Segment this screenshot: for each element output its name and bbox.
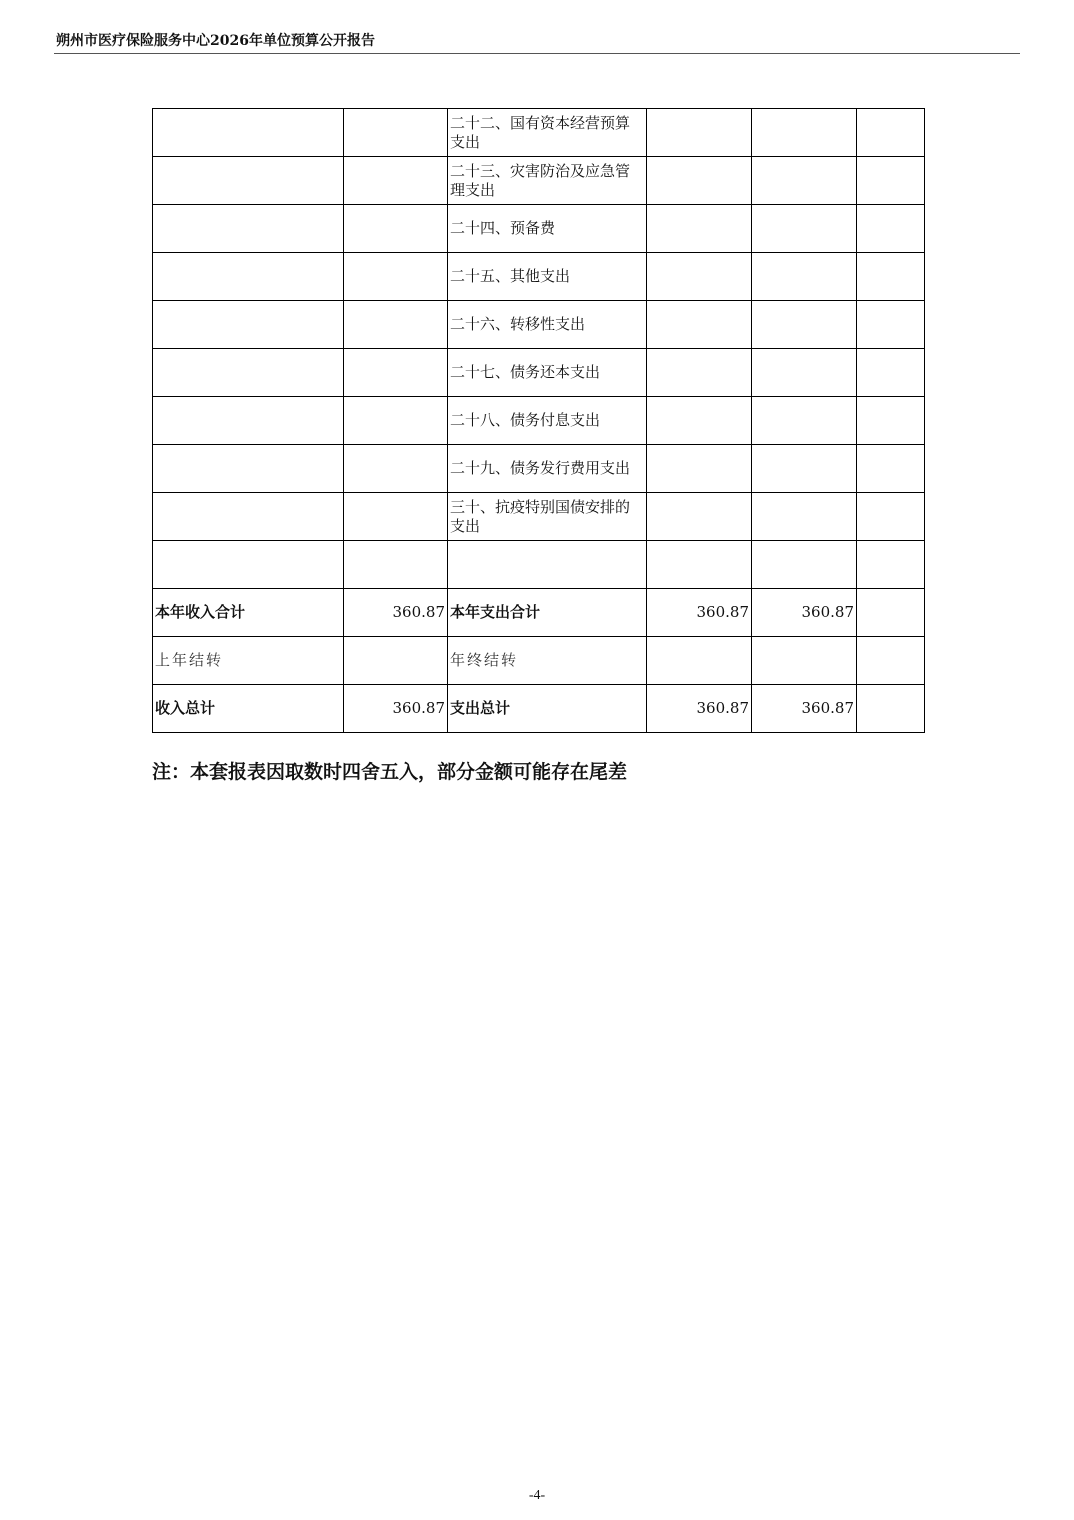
table-cell — [647, 397, 752, 445]
table-cell — [153, 493, 344, 541]
table-row — [153, 253, 925, 301]
page-number: -4- — [528, 1488, 546, 1503]
table-cell — [153, 301, 344, 349]
expense-item-cell — [448, 541, 647, 589]
income-total-label: 收入总计 — [153, 685, 344, 733]
expense-item-cell: 二十三、灾害防治及应急管理支出 — [448, 157, 647, 205]
expense-subtotal-col6-value — [857, 589, 925, 637]
table-row — [153, 493, 925, 541]
table-cell — [857, 349, 925, 397]
prior-year-carryover-label: 上年结转 — [153, 637, 344, 685]
table-cell — [647, 301, 752, 349]
table-cell — [857, 253, 925, 301]
table-cell — [344, 541, 448, 589]
table-cell — [647, 445, 752, 493]
table-cell — [344, 253, 448, 301]
expense-item-cell: 二十八、债务付息支出 — [448, 397, 647, 445]
table-cell — [857, 157, 925, 205]
page-header-title: 朔州市医疗保险服务中心2026年单位预算公开报告 — [56, 33, 375, 49]
table-cell — [647, 541, 752, 589]
table-row — [153, 349, 925, 397]
expense-item-cell: 二十九、债务发行费用支出 — [448, 445, 647, 493]
current-year-total-row — [153, 589, 925, 637]
table-row — [153, 445, 925, 493]
table-cell — [647, 157, 752, 205]
table-cell — [752, 445, 857, 493]
table-cell — [752, 205, 857, 253]
table-cell — [153, 445, 344, 493]
table-cell — [857, 205, 925, 253]
expense-item-cell: 三十、抗疫特别国债安排的支出 — [448, 493, 647, 541]
table-cell — [752, 397, 857, 445]
table-cell — [857, 637, 925, 685]
table-cell — [344, 637, 448, 685]
table-cell — [647, 637, 752, 685]
table-cell — [153, 205, 344, 253]
table-cell — [344, 397, 448, 445]
table-cell — [857, 397, 925, 445]
expense-subtotal-value: 360.87 — [647, 589, 752, 637]
table-cell — [153, 397, 344, 445]
grand-total-row — [153, 685, 925, 733]
expense-subtotal-col5-value: 360.87 — [752, 589, 857, 637]
table-cell — [647, 493, 752, 541]
table-cell — [153, 541, 344, 589]
table-cell — [752, 541, 857, 589]
expense-subtotal-label: 本年支出合计 — [448, 589, 647, 637]
expense-item-cell: 二十四、预备费 — [448, 205, 647, 253]
header-divider — [54, 53, 1020, 54]
income-subtotal-label: 本年收入合计 — [153, 589, 344, 637]
table-row — [153, 301, 925, 349]
table-cell — [153, 349, 344, 397]
table-row — [153, 397, 925, 445]
rounding-note: 注：本套报表因取数时四舍五入，部分金额可能存在尾差 — [152, 761, 628, 783]
table-cell — [344, 349, 448, 397]
table-cell — [857, 445, 925, 493]
table-cell — [857, 493, 925, 541]
budget-table — [152, 108, 925, 733]
table-cell — [344, 301, 448, 349]
table-cell — [647, 109, 752, 157]
table-cell — [647, 349, 752, 397]
table-cell — [752, 109, 857, 157]
table-cell — [752, 493, 857, 541]
table-cell — [344, 493, 448, 541]
expense-item-cell: 二十七、债务还本支出 — [448, 349, 647, 397]
table-row — [153, 205, 925, 253]
table-cell — [647, 253, 752, 301]
table-row — [153, 157, 925, 205]
expense-total-label: 支出总计 — [448, 685, 647, 733]
table-cell — [344, 109, 448, 157]
table-cell — [153, 253, 344, 301]
table-cell — [752, 301, 857, 349]
table-cell — [857, 109, 925, 157]
table-cell — [752, 637, 857, 685]
table-cell — [344, 445, 448, 493]
table-cell — [857, 301, 925, 349]
income-subtotal-value: 360.87 — [344, 589, 448, 637]
expense-item-cell: 二十二、国有资本经营预算支出 — [448, 109, 647, 157]
expense-total-col5-value: 360.87 — [752, 685, 857, 733]
carryover-row — [153, 637, 925, 685]
table-row — [153, 541, 925, 589]
table-cell — [344, 205, 448, 253]
table-cell — [752, 349, 857, 397]
year-end-carryover-label: 年终结转 — [448, 637, 647, 685]
table-cell — [857, 541, 925, 589]
expense-total-col6-value — [857, 685, 925, 733]
table-cell — [647, 205, 752, 253]
table-cell — [344, 157, 448, 205]
expense-item-cell: 二十六、转移性支出 — [448, 301, 647, 349]
table-cell — [752, 253, 857, 301]
expense-total-value: 360.87 — [647, 685, 752, 733]
expense-item-cell: 二十五、其他支出 — [448, 253, 647, 301]
table-cell — [153, 157, 344, 205]
table-cell — [752, 157, 857, 205]
table-row — [153, 109, 925, 157]
income-total-value: 360.87 — [344, 685, 448, 733]
table-cell — [153, 109, 344, 157]
